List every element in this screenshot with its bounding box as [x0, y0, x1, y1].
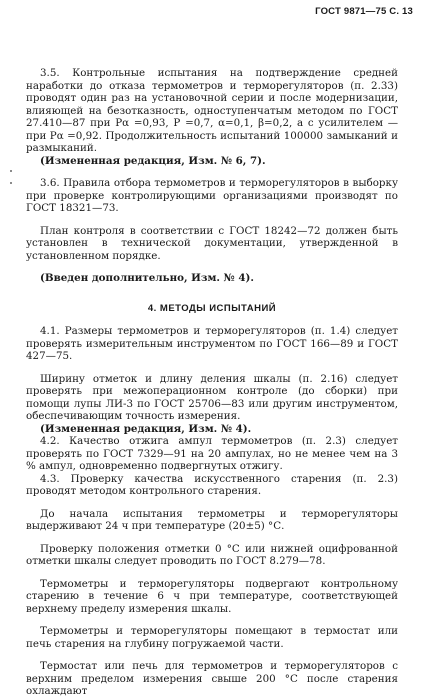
section-heading: 4. МЕТОДЫ ИСПЫТАНИЙ: [147, 302, 277, 314]
paragraph-4-3-zero-check: Проверку положения отметки 0 °С или нижней оцифрованной отметки шкалы следует проводить по ГОСТ 8.279—78.: [26, 542, 398, 567]
paragraph-4-3-cooling: Термостат или печь для термометров и терморегуляторов с верхним пределом измерения свыше 200 °С после старения охлаждают: [26, 660, 398, 697]
paragraph-3-6-plan: План контроля в соответствии с ГОСТ 18242—72 должен быть установлен в технической документации, утвержденной в установленном порядке.: [26, 224, 398, 262]
paragraph-4-2: 4.2. Качество отжига ампул термометров (п. 2.3) следует проверять по ГОСТ 7329—91 на 20 ампулах, но не менее чем на 3 % ампул, одновременно подвергнутых отжигу.: [26, 435, 398, 472]
paragraph-4-3-aging: Термометры и терморегуляторы подвергают контрольному старению в течение 6 ч при температуре, соответствующей верхнему пределу измерения шкалы.: [26, 577, 398, 615]
paragraph-4-1-marks: Ширину отметок и длину деления шкалы (п. 2.16) следует проверять при межоперационном контроле (до сборки) при помощи лупы ЛИ-3 по ГОСТ 25706—83 или другим инструментом, обеспечивающим точность измерения.: [26, 372, 398, 422]
scan-speck: [10, 170, 12, 172]
amendment-note-3-5: (Измененная редакция, Изм. № 6, 7).: [40, 154, 266, 167]
paragraph-4-1: 4.1. Размеры термометров и терморегуляторов (п. 1.4) следует проверять измерительным инструментом по ГОСТ 166—89 и ГОСТ 427—75.: [26, 325, 398, 362]
page-content: [26, 67, 398, 698]
paragraph-3-5: 3.5. Контрольные испытания на подтверждение средней наработки до отказа термометров и терморегуляторов (п. 2.33) проводят один раз на установочной серии и после модернизации, влияющей на безотказность, одноступенчатым методом по ГОСТ 27.410—87 при Pα =0,93, P =0,7, α=0,1, β=0,2, а с усилителем — при Pα =0,92. Продолжительность испытаний 100000 замыканий и размыканий.: [26, 67, 398, 154]
page-header: ГОСТ 9871—75 С. 13: [315, 6, 413, 17]
amendment-note-4-1: (Измененная редакция, Изм. № 4).: [40, 422, 252, 435]
scan-speck: [10, 182, 12, 184]
paragraph-3-6: 3.6. Правила отбора термометров и терморегуляторов в выборку при проверке контролирующими организациями производят по ГОСТ 18321—73.: [26, 177, 398, 214]
paragraph-4-3: 4.3. Проверку качества искусственного старения (п. 2.3) проводят методом контрольного старения.: [26, 472, 398, 497]
paragraph-4-3-conditioning: До начала испытания термометры и терморегуляторы выдерживают 24 ч при температуре (20±5) °С.: [26, 507, 398, 532]
paragraph-4-3-placement: Термометры и терморегуляторы помещают в термостат или печь старения на глубину погружаемой части.: [26, 625, 398, 650]
amendment-note-3-6: (Введен дополнительно, Изм. № 4).: [40, 272, 254, 284]
